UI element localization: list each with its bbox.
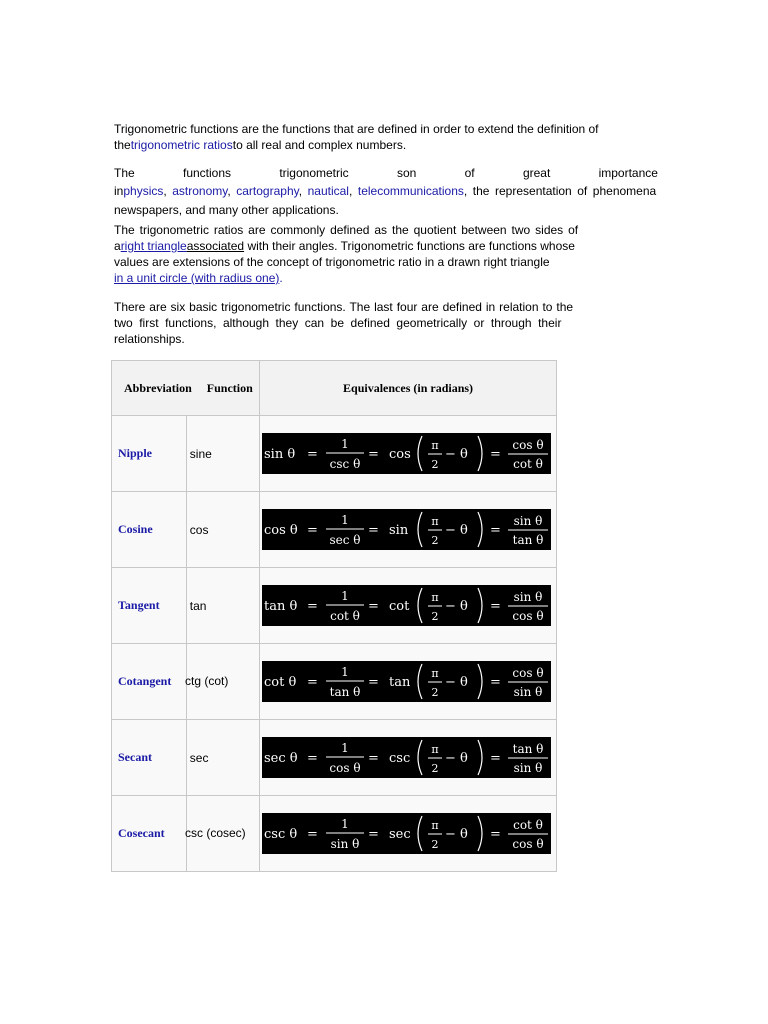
header-function: Function	[206, 380, 253, 395]
text-line: two first functions, although they can be defined geometrically or through their	[114, 316, 562, 330]
function-name-link[interactable]: Cosine	[118, 522, 153, 536]
equivalence-cell	[260, 492, 557, 568]
ratio-denominator: sin θ	[513, 761, 543, 775]
formula-image	[262, 737, 551, 778]
word: of	[464, 166, 475, 180]
formula-svg	[262, 585, 551, 626]
table-row	[112, 796, 557, 872]
denominator-two: 2	[431, 534, 439, 547]
text-fragment: .	[279, 271, 283, 285]
formula-image	[262, 509, 551, 550]
equals-sign: =	[368, 523, 379, 538]
text-line: There are six basic trigonometric functions. The last four are defined in relation to the	[114, 300, 574, 314]
denominator-two: 2	[431, 610, 439, 623]
link-telecommunications[interactable]: telecommunications	[357, 184, 464, 198]
formula-lhs: sec θ	[264, 751, 298, 766]
fraction-numerator: 1	[341, 817, 349, 831]
text-line: newspapers, and many other applications.	[114, 203, 339, 217]
link-astronomy[interactable]: astronomy	[172, 184, 228, 198]
function-name-cell	[112, 644, 229, 720]
text-line	[114, 238, 578, 254]
denominator-two: 2	[431, 762, 439, 775]
link-physics[interactable]: physics	[123, 184, 164, 198]
formula-lhs: cos θ	[264, 523, 298, 538]
equals-sign: =	[490, 827, 501, 842]
ratio-numerator: cos θ	[512, 666, 544, 680]
equivalence-cell	[260, 720, 557, 796]
formula-svg	[262, 509, 551, 550]
text-line: values are extensions of the concept of trigonometric ratio in a drawn right triangle	[114, 255, 550, 269]
table-header-row	[112, 361, 557, 416]
fraction-denominator: cot θ	[330, 609, 360, 623]
formula-lhs: cot θ	[264, 675, 297, 690]
equivalence-cell	[260, 644, 557, 720]
minus-theta: − θ	[445, 827, 468, 842]
link-unit-circle[interactable]: in a unit circle (with radius one)	[114, 271, 280, 285]
pi-symbol: π	[431, 819, 439, 832]
minus-theta: − θ	[445, 447, 468, 462]
paragraph-six-functions	[114, 299, 573, 347]
abbreviation-cell	[186, 416, 259, 492]
equals-sign: =	[368, 827, 379, 842]
denominator-two: 2	[431, 838, 439, 851]
formula-svg	[262, 737, 551, 778]
link-cartography[interactable]: cartography	[236, 184, 299, 198]
open-paren	[418, 664, 422, 699]
word: The	[114, 166, 135, 180]
text-line: Trigonometric functions are the functions that are defined in order to extend the definition of	[114, 122, 599, 136]
word: great	[522, 166, 551, 180]
equals-sign: =	[490, 447, 501, 462]
formula-svg	[262, 661, 551, 702]
equals-sign: =	[307, 751, 318, 766]
pi-symbol: π	[431, 591, 439, 604]
cofunction: sin	[389, 523, 409, 538]
header-abbreviation-function	[112, 361, 260, 416]
link-right-triangle[interactable]: right triangle	[120, 239, 187, 253]
text-fragment: , the representation of phenomena	[463, 184, 657, 198]
fraction-numerator: 1	[341, 741, 349, 755]
abbreviation-cell	[186, 568, 259, 644]
equivalence-cell	[260, 416, 557, 492]
text-line: relationships.	[114, 332, 185, 346]
table-row	[112, 720, 557, 796]
formula-image	[262, 813, 551, 854]
equals-sign: =	[490, 599, 501, 614]
ratio-numerator: tan θ	[512, 742, 544, 756]
function-name-link[interactable]: Nipple	[118, 446, 153, 460]
trig-functions-table	[111, 360, 557, 872]
equals-sign: =	[307, 447, 318, 462]
equals-sign: =	[368, 675, 379, 690]
equals-sign: =	[490, 523, 501, 538]
function-name-cell	[112, 720, 187, 796]
ratio-denominator: tan θ	[512, 533, 544, 547]
word: functions	[182, 166, 232, 180]
text-fragment: to all real and complex numbers.	[232, 138, 407, 152]
text-fragment: with their angles. Trigonometric functions are functions whose	[244, 239, 575, 253]
cofunction: tan	[389, 675, 411, 690]
minus-theta: − θ	[445, 675, 468, 690]
word: son	[396, 166, 417, 180]
open-paren	[418, 436, 422, 471]
equals-sign: =	[307, 599, 318, 614]
table-row	[112, 492, 557, 568]
formula-image	[262, 585, 551, 626]
close-paren	[478, 512, 482, 547]
cofunction: csc	[389, 751, 411, 766]
function-name-link[interactable]: Cotangent	[118, 674, 172, 688]
formula-image	[262, 433, 551, 474]
open-paren	[418, 588, 422, 623]
ratio-numerator: cot θ	[513, 818, 543, 832]
function-name-link[interactable]: Cosecant	[118, 826, 165, 840]
close-paren	[478, 436, 482, 471]
fraction-numerator: 1	[341, 513, 349, 527]
equals-sign: =	[368, 447, 379, 462]
text-line: inphysics, astronomy, cartography, nautical, telecommunications, the representation of phenomena	[114, 184, 657, 198]
paragraph-ratios	[114, 222, 578, 286]
paragraph-intro	[114, 121, 599, 153]
open-paren	[418, 816, 422, 851]
cofunction: sec	[389, 827, 411, 842]
function-name-link[interactable]: Secant	[118, 750, 152, 764]
header-abbreviation: Abbreviation	[124, 380, 192, 395]
fraction-denominator: csc θ	[329, 457, 361, 471]
fraction-denominator: cos θ	[329, 761, 361, 775]
equivalence-cell	[260, 568, 557, 644]
cofunction: cot	[389, 599, 410, 614]
word: importance	[598, 166, 658, 180]
equals-sign: =	[368, 751, 379, 766]
formula-lhs: sin θ	[264, 447, 296, 462]
abbreviation-text: ctg (cot)	[185, 674, 229, 688]
abbreviation-text: cos	[189, 522, 209, 537]
cofunction: cos	[389, 447, 411, 462]
pi-symbol: π	[431, 667, 439, 680]
table-row	[112, 568, 557, 644]
close-paren	[478, 816, 482, 851]
text-associated: associated	[186, 239, 245, 253]
minus-theta: − θ	[445, 751, 468, 766]
equals-sign: =	[307, 827, 318, 842]
close-paren	[478, 588, 482, 623]
text-line	[114, 137, 599, 153]
denominator-two: 2	[431, 458, 439, 471]
fraction-denominator: tan θ	[329, 685, 361, 699]
formula-svg	[262, 813, 551, 854]
text-fragment: a	[114, 239, 121, 253]
formula-svg	[262, 433, 551, 474]
open-paren	[418, 740, 422, 775]
equals-sign: =	[307, 523, 318, 538]
minus-theta: − θ	[445, 599, 468, 614]
abbreviation-text: sec	[189, 750, 209, 765]
function-name-cell	[112, 796, 246, 872]
minus-theta: − θ	[445, 523, 468, 538]
function-name-cell	[112, 416, 187, 492]
ratio-denominator: sin θ	[513, 685, 543, 699]
abbreviation-text: tan	[189, 598, 207, 613]
word: trigonometric	[279, 166, 349, 180]
text-fragment: in	[114, 184, 124, 198]
formula-lhs: csc θ	[264, 827, 298, 842]
denominator-two: 2	[431, 686, 439, 699]
link-trigonometric-ratios[interactable]: trigonometric ratios	[130, 138, 233, 152]
close-paren	[478, 740, 482, 775]
abbreviation-text: sine	[189, 446, 212, 461]
ratio-denominator: cos θ	[512, 837, 544, 851]
equals-sign: =	[368, 599, 379, 614]
abbreviation-cell	[186, 492, 259, 568]
fraction-numerator: 1	[341, 437, 349, 451]
link-nautical[interactable]: nautical	[307, 184, 349, 198]
ratio-numerator: sin θ	[513, 590, 543, 604]
pi-symbol: π	[431, 515, 439, 528]
open-paren	[418, 512, 422, 547]
pi-symbol: π	[431, 743, 439, 756]
fraction-numerator: 1	[341, 665, 349, 679]
ratio-denominator: cos θ	[512, 609, 544, 623]
paragraph-importance	[114, 165, 658, 218]
equivalence-cell	[260, 796, 557, 872]
function-name-link[interactable]: Tangent	[118, 598, 160, 612]
equals-sign: =	[307, 675, 318, 690]
pi-symbol: π	[431, 439, 439, 452]
abbreviation-text: csc (cosec)	[185, 826, 246, 840]
text-line	[114, 270, 578, 286]
fraction-denominator: sin θ	[330, 837, 360, 851]
text-line: The trigonometric ratios are commonly defined as the quotient between two sides of	[114, 223, 579, 237]
ratio-denominator: cot θ	[513, 457, 543, 471]
ratio-numerator: cos θ	[512, 438, 544, 452]
table-row	[112, 644, 557, 720]
equals-sign: =	[490, 675, 501, 690]
close-paren	[478, 664, 482, 699]
fraction-numerator: 1	[341, 589, 349, 603]
fraction-denominator: sec θ	[329, 533, 361, 547]
header-equivalences: Equivalences (in radians)	[260, 361, 557, 416]
abbreviation-cell	[186, 720, 259, 796]
text-line-justified	[114, 165, 658, 181]
formula-lhs: tan θ	[264, 599, 298, 614]
equals-sign: =	[490, 751, 501, 766]
table-row	[112, 416, 557, 492]
function-name-cell	[112, 568, 187, 644]
function-name-cell	[112, 492, 187, 568]
formula-image	[262, 661, 551, 702]
ratio-numerator: sin θ	[513, 514, 543, 528]
text-fragment: the	[114, 138, 131, 152]
